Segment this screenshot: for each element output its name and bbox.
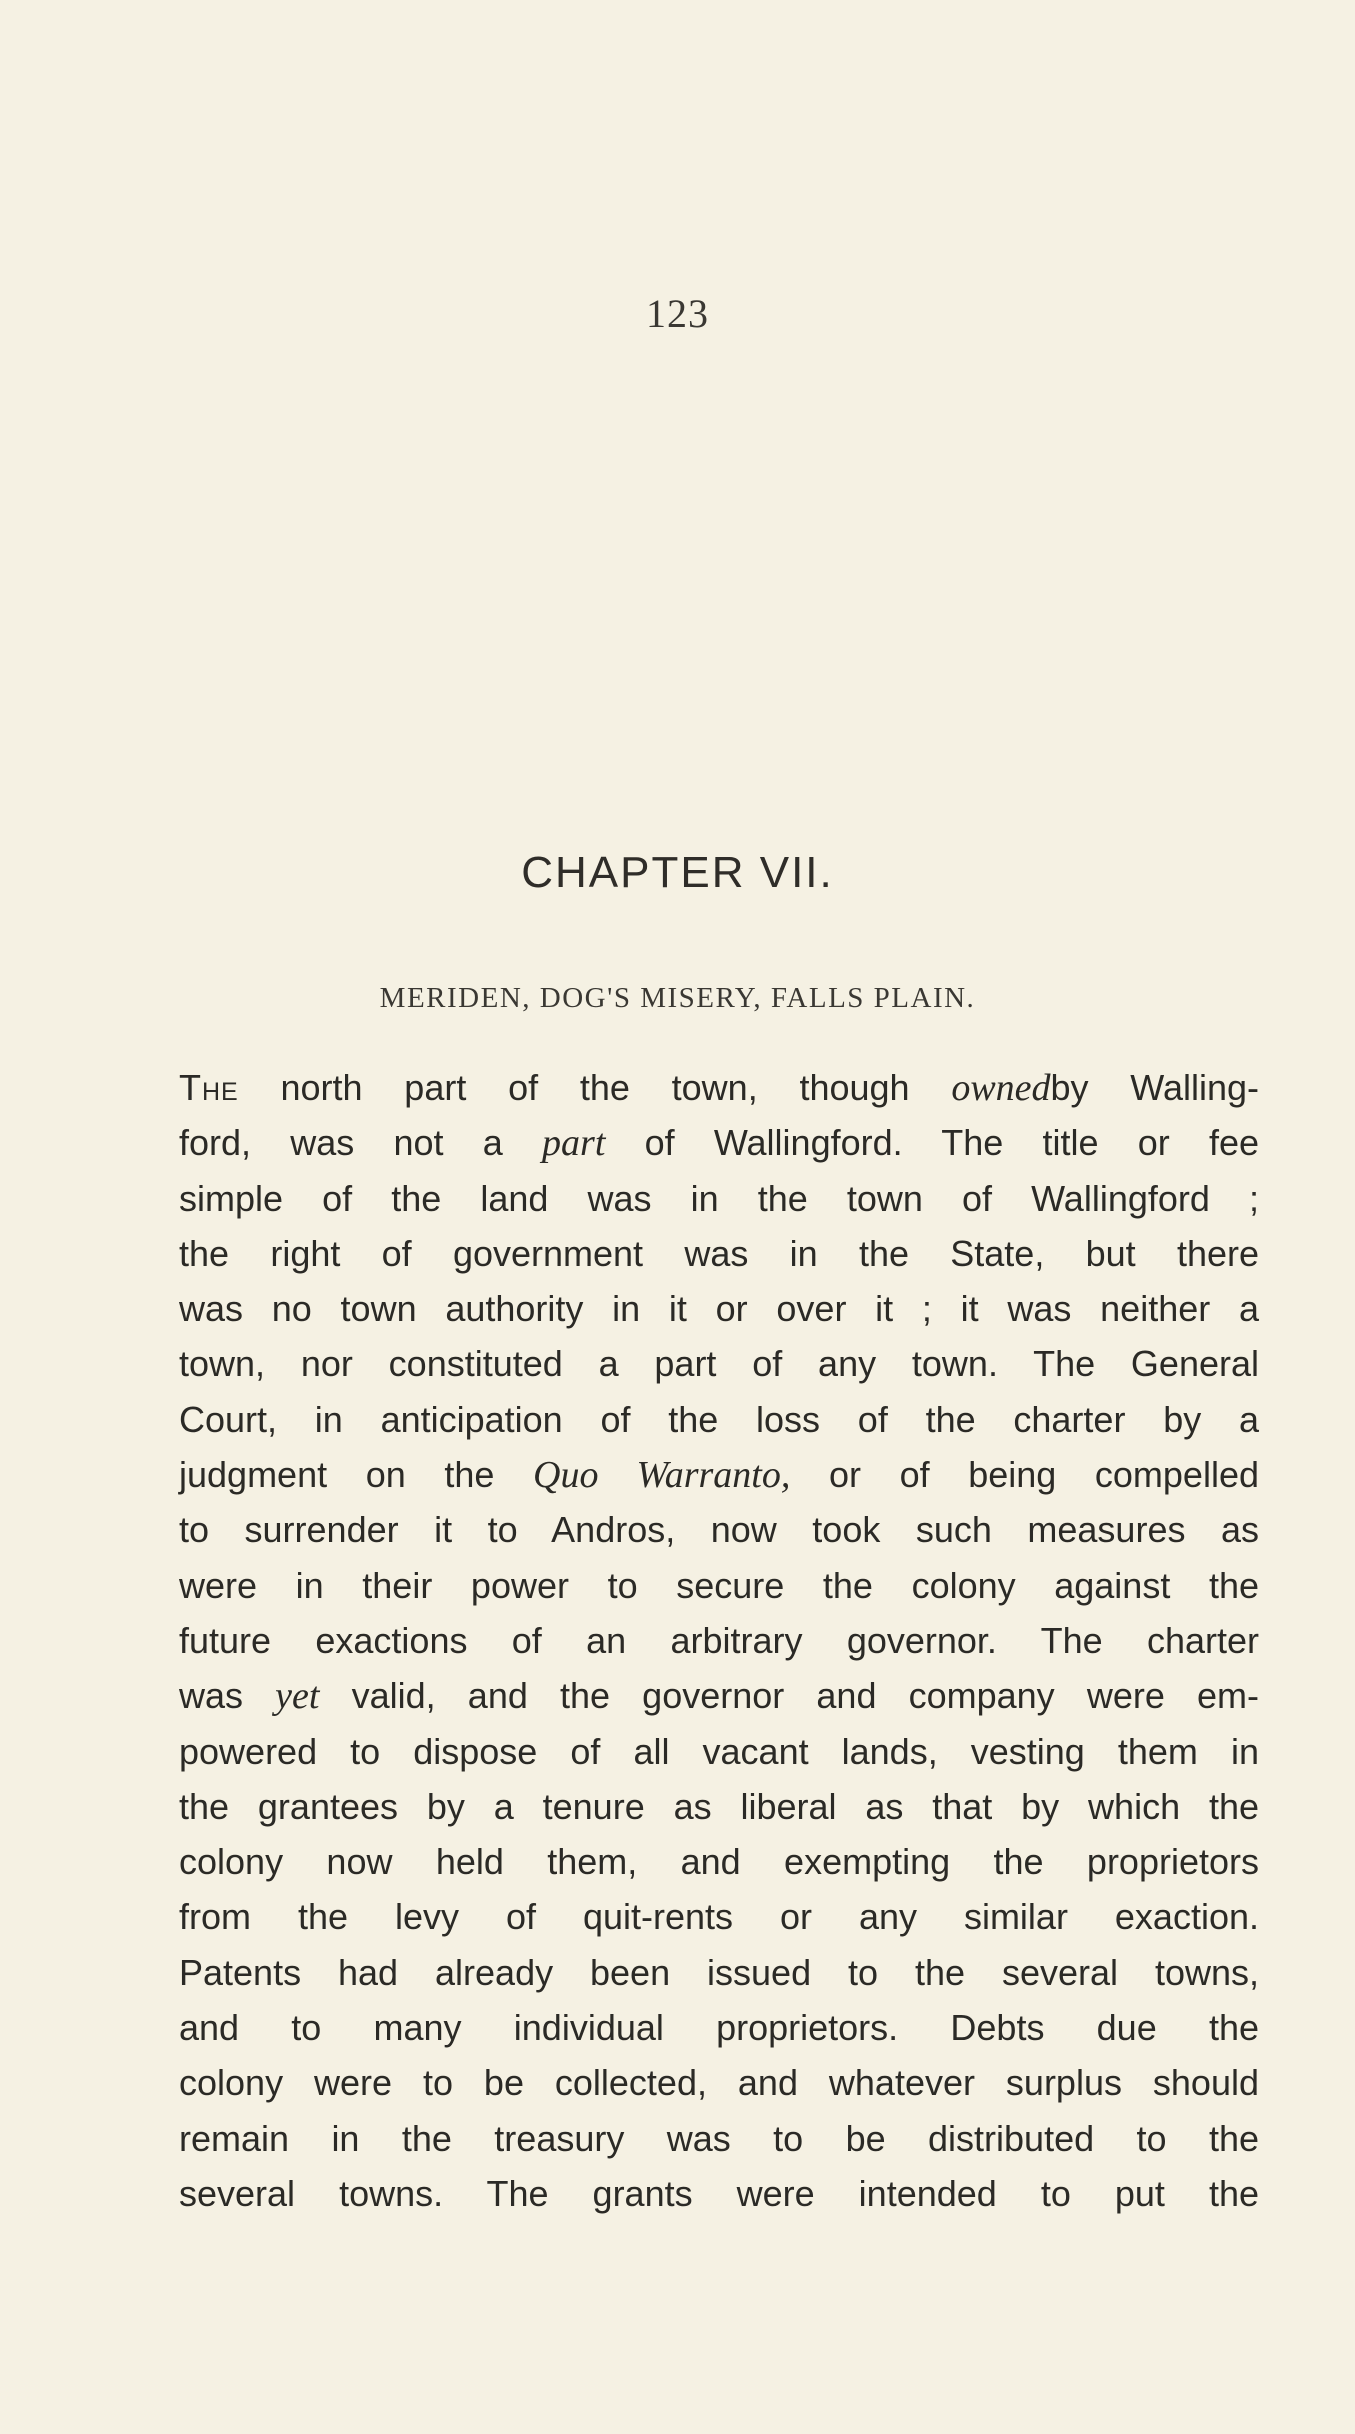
- body-line: [179, 2000, 1259, 2055]
- text-run: valid, and the governor and company were em-: [319, 1675, 1259, 1717]
- text-run: Patents had already been issued to the several towns,: [179, 1951, 1259, 1993]
- body-text: [179, 1060, 1259, 2221]
- body-line: [179, 1281, 1259, 1336]
- text-run: and to many individual proprietors. Debts due the: [179, 2007, 1259, 2049]
- text-run: north part of the town, though: [238, 1067, 952, 1108]
- text-run: was: [179, 1675, 276, 1717]
- body-line: [179, 1115, 1259, 1170]
- body-line: [179, 1447, 1259, 1502]
- italic-text: owned: [951, 1067, 1051, 1109]
- text-run: town, nor constituted a part of any town. The General: [179, 1343, 1259, 1385]
- text-run: of Wallingford. The title or fee: [605, 1122, 1259, 1164]
- text-run: several towns. The grants were intended to put the: [179, 2172, 1259, 2214]
- body-line: [179, 1668, 1259, 1723]
- text-run: ford, was not a: [179, 1122, 543, 1164]
- body-line: [179, 1226, 1259, 1281]
- chapter-title: CHAPTER VII.: [521, 848, 834, 897]
- body-line: [179, 1060, 1259, 1115]
- text-run: from the levy of quit-rents or any similar exaction.: [179, 1896, 1259, 1938]
- body-line: [179, 1834, 1259, 1889]
- chapter-subtitle: MERIDEN, DOG'S MISERY, FALLS PLAIN.: [379, 982, 976, 1014]
- text-run: simple of the land was in the town of Wallingford ;: [179, 1177, 1259, 1219]
- text-run: by Walling-: [1050, 1067, 1259, 1108]
- italic-text: part: [542, 1122, 606, 1165]
- body-line: [179, 1392, 1259, 1447]
- body-line: [179, 1558, 1259, 1613]
- text-run: the right of government was in the State, but there: [179, 1232, 1259, 1274]
- page-number: 123: [646, 291, 709, 336]
- text-run: to surrender it to Andros, now took such measures as: [179, 1509, 1259, 1551]
- body-line: [179, 1724, 1259, 1779]
- text-run: Court, in anticipation of the loss of the charter by a: [179, 1398, 1259, 1440]
- text-run: colony now held them, and exempting the proprietors: [179, 1841, 1259, 1883]
- text-run: was no town authority in it or over it ; it was neither a: [179, 1288, 1259, 1330]
- text-run: the grantees by a tenure as liberal as that by which the: [179, 1785, 1259, 1827]
- body-line: [179, 2166, 1259, 2221]
- italic-text: yet: [275, 1675, 320, 1718]
- body-line: [179, 1779, 1259, 1834]
- body-line: [179, 1945, 1259, 2000]
- text-run: remain in the treasury was to be distributed to the: [179, 2117, 1259, 2159]
- text-run: were in their power to secure the colony against the: [179, 1564, 1259, 1606]
- small-caps-text: The: [179, 1067, 239, 1108]
- text-run: future exactions of an arbitrary governor. The charter: [179, 1619, 1259, 1661]
- text-run: colony were to be collected, and whatever surplus should: [179, 2062, 1259, 2104]
- body-line: [179, 2111, 1259, 2166]
- text-run: powered to dispose of all vacant lands, vesting them in: [179, 1730, 1259, 1772]
- body-line: [179, 1889, 1259, 1944]
- text-run: or of being compelled: [790, 1454, 1259, 1496]
- body-line: [179, 1171, 1259, 1226]
- text-run: judgment on the: [179, 1454, 533, 1496]
- body-line: [179, 1336, 1259, 1391]
- body-line: [179, 2055, 1259, 2110]
- body-line: [179, 1502, 1259, 1557]
- italic-text: Quo Warranto,: [533, 1454, 791, 1497]
- body-line: [179, 1613, 1259, 1668]
